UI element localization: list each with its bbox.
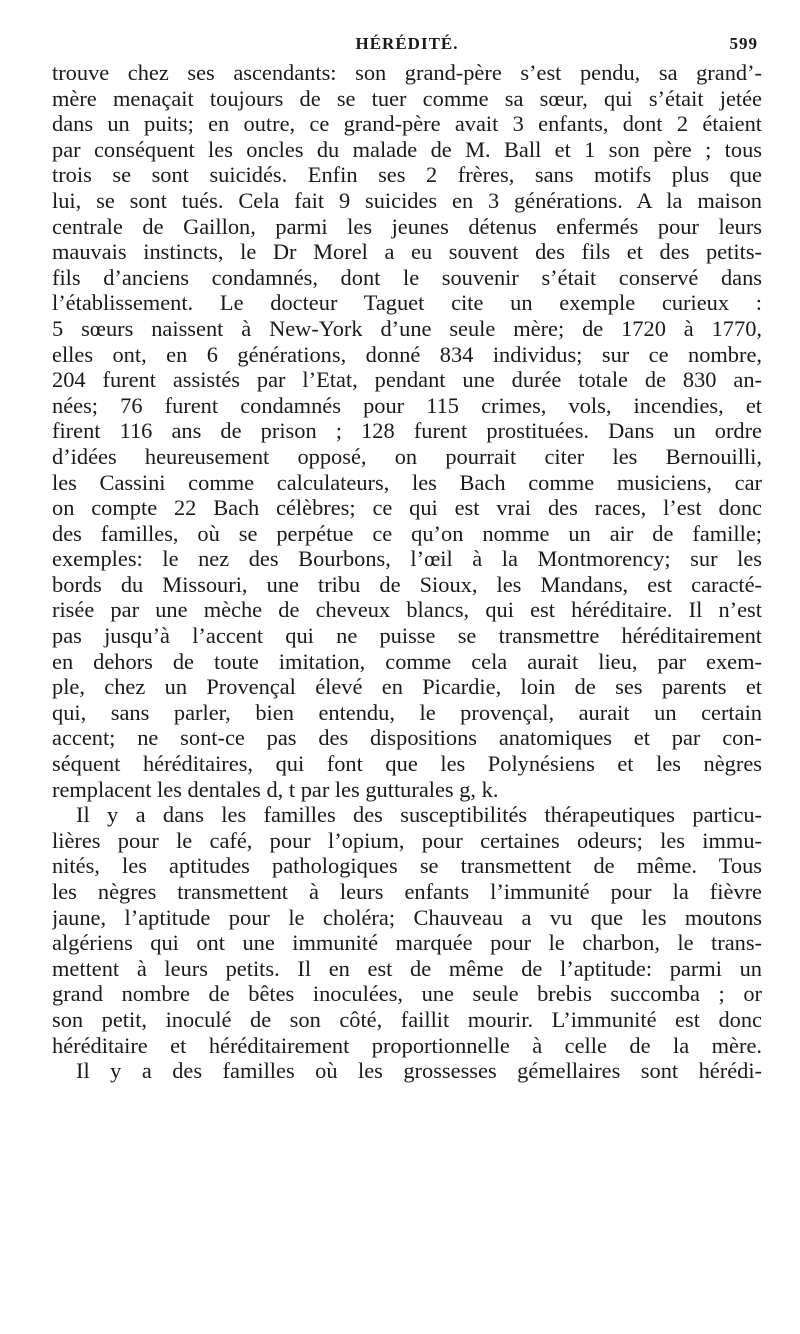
text-line: les nègres transmettent à leurs enfants l’immunité pour la fièvre	[52, 879, 762, 904]
text-line: mettent à leurs petits. Il en est de même de l’aptitude: parmi un	[52, 955, 762, 981]
text-line: par conséquent les oncles du malade de M. Ball et 1 son père ; tous	[52, 136, 762, 162]
running-title: HÉRÉDITÉ.	[355, 34, 459, 53]
text-line: accent; ne sont-ce pas des dispositions anatomiques et par con-	[52, 725, 762, 751]
text-line: d’idées heureusement opposé, on pourrait citer les Bernouilli,	[52, 443, 762, 469]
text-line: Il y a dans les familles des susceptibilités thérapeutiques particu-	[76, 802, 762, 828]
text-line: 5 sœurs naissent à New-York d’une seule mère; de 1720 à 1770,	[52, 315, 762, 341]
text-line: remplacent les dentales d, t par les gutturales g, k.	[52, 776, 499, 802]
text-line: pas jusqu’à l’accent qui ne puisse se transmettre héréditairement	[52, 623, 762, 649]
text-line: trois se sont suicidés. Enfin ses 2 frères, sans motifs plus que	[52, 162, 762, 188]
text-line: lières pour le café, pour l’opium, pour certaines odeurs; les immu-	[52, 827, 762, 853]
text-line: jaune, l’aptitude pour le choléra; Chauveau a vu que les moutons	[52, 904, 762, 930]
text-line: 204 furent assistés par l’Etat, pendant une durée totale de 830 an-	[52, 367, 762, 393]
text-line: l’établissement. Le docteur Taguet cite un exemple curieux :	[52, 290, 762, 316]
page-number: 599	[729, 34, 758, 53]
text-line: en dehors de toute imitation, comme cela aurait lieu, par exem-	[52, 648, 762, 674]
text-line: elles ont, en 6 générations, donné 834 individus; sur ce nombre,	[52, 341, 762, 367]
text-line: exemples: le nez des Bourbons, l’œil à la Montmorency; sur les	[52, 546, 762, 572]
text-line: héréditaire et héréditairement proportionnelle à celle de la mère.	[52, 1032, 762, 1058]
text-line: son petit, inoculé de son côté, faillit mourir. L’immunité est donc	[52, 1006, 762, 1032]
text-line: risée par une mèche de cheveux blancs, qui est héréditaire. Il n’est	[52, 597, 762, 623]
text-line: mère menaçait toujours de se tuer comme sa sœur, qui s’était jetée	[52, 85, 762, 111]
text-line: trouve chez ses ascendants: son grand-père s’est pendu, sa grand’-	[52, 60, 762, 85]
text-line: des familles, où se perpétue ce qu’on nomme un air de famille;	[52, 520, 762, 546]
text-line: séquent héréditaires, qui font que les Polynésiens et les nègres	[52, 751, 762, 777]
text-line: grand nombre de bêtes inoculées, une seule brebis succomba ; or	[52, 981, 762, 1007]
text-line: fils d’anciens condamnés, dont le souvenir s’était conservé dans	[52, 264, 762, 290]
body-text	[52, 60, 762, 1084]
text-line: dans un puits; en outre, ce grand-père avait 3 enfants, dont 2 étaient	[52, 111, 762, 137]
text-line: bords du Missouri, une tribu de Sioux, les Mandans, est caracté-	[52, 571, 762, 597]
text-line: les Cassini comme calculateurs, les Bach comme musiciens, car	[52, 469, 762, 495]
text-line: on compte 22 Bach célèbres; ce qui est vrai des races, l’est donc	[52, 495, 762, 521]
text-line: firent 116 ans de prison ; 128 furent prostituées. Dans un ordre	[52, 418, 762, 444]
text-line: qui, sans parler, bien entendu, le provençal, aurait un certain	[52, 699, 762, 725]
text-line: lui, se sont tués. Cela fait 9 suicides en 3 générations. A la maison	[52, 187, 762, 213]
text-line: Il y a des familles où les grossesses gémellaires sont hérédi-	[76, 1058, 762, 1084]
text-line: algériens qui ont une immunité marquée pour le charbon, le trans-	[52, 930, 762, 956]
text-line: mauvais instincts, le Dr Morel a eu souvent des fils et des petits-	[52, 239, 762, 265]
running-head	[52, 26, 762, 60]
text-line: nités, les aptitudes pathologiques se transmettent de même. Tous	[52, 853, 762, 879]
text-line: centrale de Gaillon, parmi les jeunes détenus enfermés pour leurs	[52, 213, 762, 239]
text-line: ple, chez un Provençal élevé en Picardie, loin de ses parents et	[52, 674, 762, 700]
text-line: nées; 76 furent condamnés pour 115 crimes, vols, incendies, et	[52, 392, 762, 418]
